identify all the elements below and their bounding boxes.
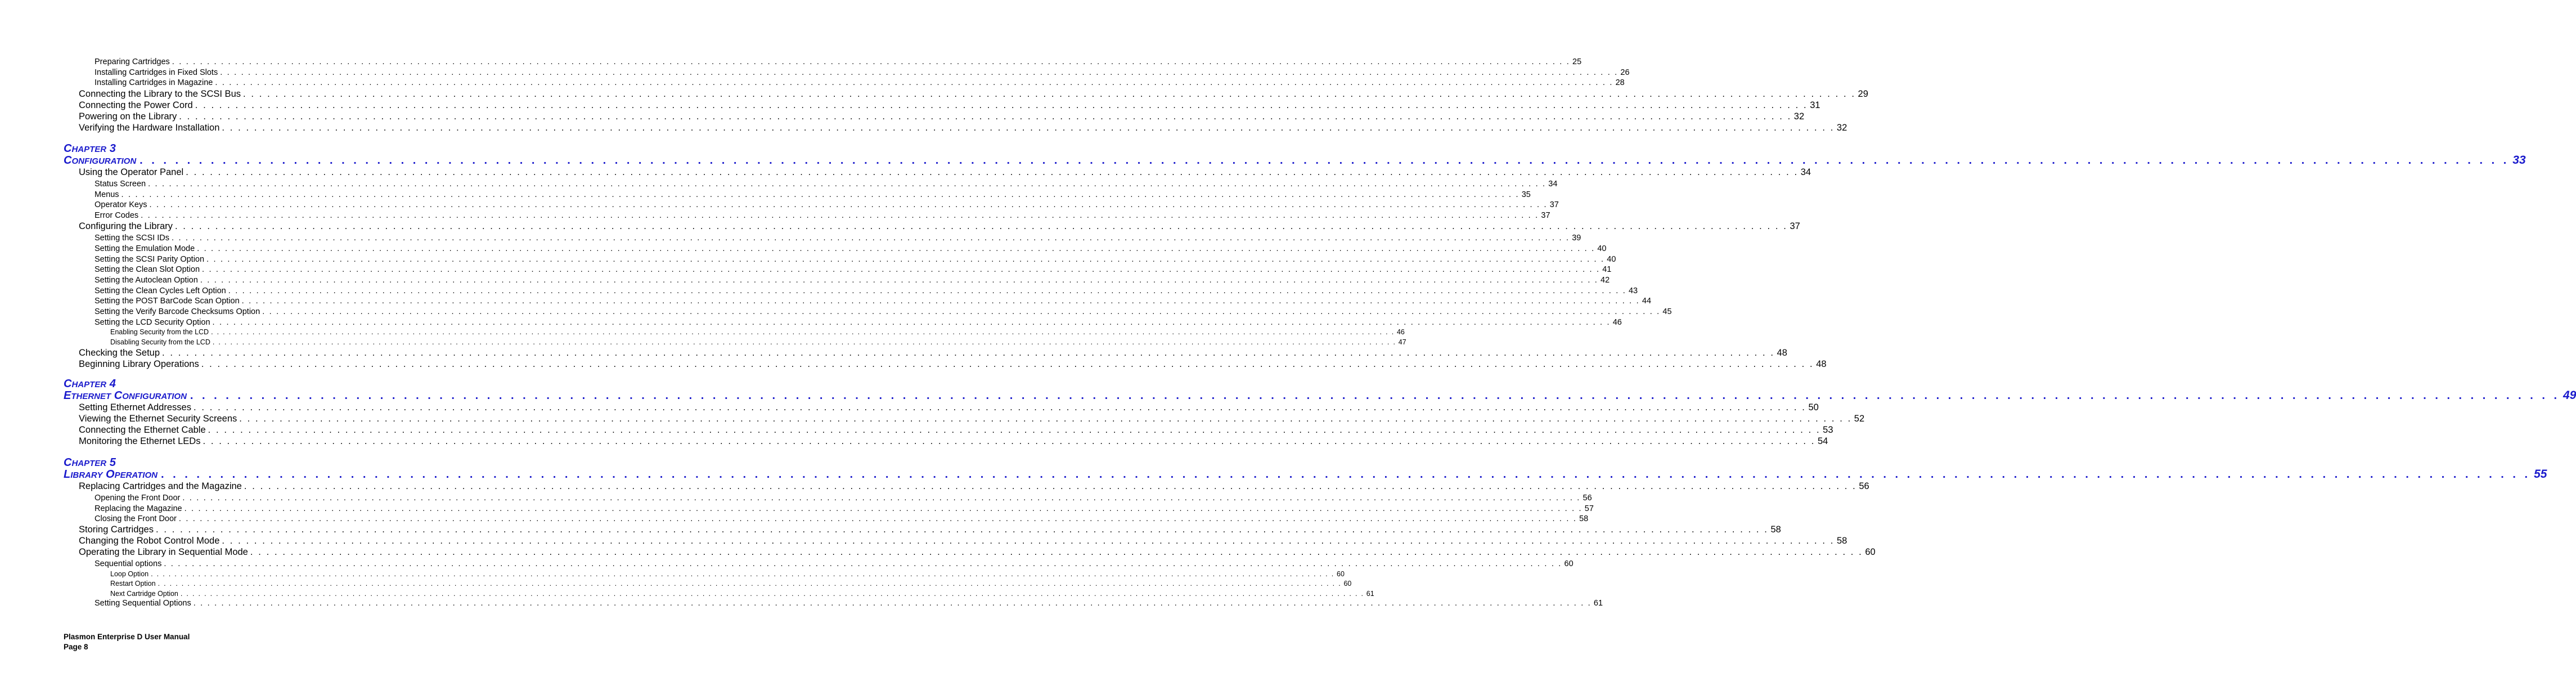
toc-entry-page: 43 [1628,286,1638,295]
toc-entry[interactable] [95,494,1592,503]
toc-entry-page: 60 [1865,547,1876,558]
chapter-title-rest: PERATION [114,470,158,480]
toc-entry-title: Operating the Library in Sequential Mode [79,547,248,558]
toc-entry[interactable] [79,358,1827,370]
toc-entry-page: 28 [1615,78,1625,88]
dot-leader: . . . . . . . . . . . . . . . . . . . . . . . . . . . . . . . . . . . . . . . . . . . . . . . . . . . . . . . . . . . . . . . . . . . . . . . . . . . . . . . . . . . . . . . . . . . . . . . . . . . . . . . . . . . . . . . . . . . . . . . . . . . . . . . . . . . . . . . . . . . . . . . . . . . . . . . . . . . . . . . . . . . . . . . . . . . . . . . . . . . . . . . . . . . . . . . . . . . . . . . . [180,589,1364,598]
toc-entry-page: 46 [1396,328,1405,337]
toc-entry-title: Next Cartridge Option [110,589,178,598]
toc-entry-page: 35 [1521,190,1531,199]
dot-leader: . . . . . . . . . . . . . . . . . . . . . . . . . . . . . . . . . . . . . . . . . . . . . . . . . . . . . . . . . . . . . . . . . . . . . . . . . . . . . . . . . . . . . . . . . . . . . . . . . . . . . . . . . . . . . . . . . . . . . . . . . . . . . . . . . . . . . . . . . . . . . . . . . . . . . . . . . . . . . . . . . . . . . . . . . . . . . . . . . . . . . . . . . . . . . . . . . . . . . . . . [243,89,1856,100]
dot-leader: . . . . . . . . . . . . . . . . . . . . . . . . . . . . . . . . . . . . . . . . . . . . . . . . . . . . . . . . . . . . . . . . . . . . . . . . . . . . . . . . . . . . . . . . . . . . . . . . . . . . . . . . . . . . . . . . . . . . . . . . . . . . . . . . . . . . . . . . . . . . . . . . . . . . . . . . . . . . . . . . . . . . . . . . . . . . . . . . . . . . . . . . . . . . . . . . . . . . . . . . [208,425,1821,435]
dot-leader: . . . . . . . . . . . . . . . . . . . . . . . . . . . . . . . . . . . . . . . . . . . . . . . . . . . . . . . . . . . . . . . . . . . . . . . . . . . . . . . . . . . . . . . . . . . . . . . . . . . . . . . . . . . . . . . . . . . . . . . . . . . . . . . . . . . . . . . . . . . . . . . . . . . . . . . . . . . . . . . . . . . . . . . . . . . . . . . . . . . . . . . . . . . . . . . . . . . . . . . . [215,78,1613,88]
footer-page-number: Page 8 [64,643,88,651]
dot-leader: . . . . . . . . . . . . . . . . . . . . . . . . . . . . . . . . . . . . . . . . . . . . . . . . . . . . . . . . . . . . . . . . . . . . . . . . . . . . . . . . . . . . . . . . . . . . . . . . . . . . . . . . . . . . . . . . . . . . . . . . . . . . . . . . . . . . . . . . . . . . . . . . . . . . . . . . . . . . . . . . . . . . . . . . . . . . . . . . . . . . . . . . . . . . . . . . . . . . . . . . [193,402,1806,412]
toc-entry[interactable] [95,307,1672,316]
chapter-page: 55 [2534,468,2547,481]
dot-leader: . . . . . . . . . . . . . . . . . . . . . . . . . . . . . . . . . . . . . . . . . . . . . . . . . . . . . . . . . . . . . . . . . . . . . . . . . . . . . . . . . . . . . . . . . . . . . . . . . . . . . . . . . . . . . . . . . . . . . . . . . . . . . . . . . . . . . . . . . . . . . . . . . . . . . . . . . . . . . . . . . . . . . . . . . . . . . . . . . . . . . . . . . . . . . . . . . . . . . . . . [164,559,1562,569]
toc-entry-page: 60 [1343,580,1352,588]
toc-entry[interactable] [79,123,1847,133]
toc-entry-page: 44 [1642,297,1652,306]
dot-leader: . . . . . . . . . . . . . . . . . . . . . . . . . . . . . . . . . . . . . . . . . . . . . . . . . . . . . . . . . . . . . . . . . . . . . . . . . . . . . . . . . . . . . . . . . . . . . . . . . . . . . . . . . . . . . . . . . . . . . . . . . . . . . . . . . . . . . . . . . . . . . . . . . . . . . . . . . . . . . . . . . . . . . . . . . . . . . . . . . . . . . . . . . . . . . . . . . . . . . . . . [228,286,1626,295]
dot-leader: . . . . . . . . . . . . . . . . . . . . . . . . . . . . . . . . . . . . . . . . . . . . . . . . . . . . . . . . . . . . . . . . . . . . . . . . . . . . . . . . . . . . . . . . . . . . . . . . . . . . . . . . . . . . . . . . . . . . . . . . . . . . . . . . . . . . . . . . . . . . . . . . . . . . . . . . . . . . . . . . . . . . . . . . . . . . . . . . . . . . . . . . . . . . . . . . . . . . . . . . [250,547,1863,558]
toc-entry-page: 42 [1601,275,1610,285]
dot-leader: . . . . . . . . . . . . . . . . . . . . . . . . . . . . . . . . . . . . . . . . . . . . . . . . . . . . . . . . . . . . . . . . . . . . . . . . . . . . . . . . . . . . . . . . . . . . . . . . . . . . . . . . . . . . . . . . . . . . . . . . . . . . . . . . . . . . . . . . . . . . . . . . . . . . . . . . . . . . . . . . . . . . . . . . . . . . . . . . . . . . . . . . . . . . . . . . . . . . . . . . [212,317,1611,327]
toc-entry-page: 40 [1607,254,1616,264]
chapter-title-rest: THERNET [71,392,111,401]
dot-leader: . . . . . . . . . . . . . . . . . . . . . . . . . . . . . . . . . . . . . . . . . . . . . . . . . . . . . . . . . . . . . . . . . . . . . . . . . . . . . . . . . . . . . . . . . . . . . . . . . . . . . . . . . . . . . . . . . . . . . . . . . . . . . . . . . . . . . . . . . . . . . . . . . . . . . . . . . . . . . . . . . . . . . . . . . . . . . . . . . . . . . . . . . . . . . . . . . . . . . . . . [222,123,1835,133]
toc-entry-page: 48 [1777,347,1787,358]
toc-entry-page: 34 [1800,167,1811,177]
toc-entry-page: 45 [1662,307,1672,316]
chapter-title-rest: IBRARY [70,470,103,480]
toc-entry-title: Replacing the Magazine [95,504,182,513]
toc-entry[interactable] [95,200,1559,210]
toc-entry-page: 31 [1810,100,1820,111]
dot-leader: . . . . . . . . . . . . . . . . . . . . . . . . . . . . . . . . . . . . . . . . . . . . . . . . . . . . . . . . . . . . . . . . . . . . . . . . . . . . . . . . . . . . . . . . . . . . . . . . . . . . . . . . . . . . . . . . . . . . . . . . . . . . . . . . . . . . . . . . . . . . . . . . . . . . . . . . . . . . . . . . . . . . . . . . . . . . . . . . . . . . . . . . . . . . . . . . . . . . . . . . [195,100,1808,111]
toc-entry-title: Restart Option [110,580,156,588]
toc-entry-title: Setting the Autoclean Option [95,275,198,285]
toc-entry-page: 46 [1612,317,1622,327]
toc-entry-page: 37 [1790,221,1800,232]
dot-leader: . . . . . . . . . . . . . . . . . . . . . . . . . . . . . . . . . . . . . . . . . . . . . . . . . . . . . . . . . . . . . . . . . . . . . . . . . . . . . . . . . . . . . . . . . . . . . . . . . . . . . . . . . . . . . . . . . . . . . . . . . . . . . . . . . . . . . . . . . . . . . . . . . . . . . . . . . . . . . . . . . . . . . . . . . . . . . . . . . . . . . . . . . . . . . . . . . . . . . . . . [212,338,1396,346]
toc-entry-page: 60 [1564,559,1574,569]
toc-entry-title: Checking the Setup [79,347,160,358]
dot-leader: . . . . . . . . . . . . . . . . . . . . . . . . . . . . . . . . . . . . . . . . . . . . . . . . . . . . . . . . . . . . . . . . . . . . . . . . . . . . . . . . . . . . . . . . . . . . . . . . . . . . . . . . . . . . . . . . . . . . . . . . . . . . . . . . . . . . . . . . . . . . . . . . . . . . . . . . . . . . . . . . . . . . . . . . . . . . . . . . . . . . . . . . . . . . . . . . . . . . . . . . [220,68,1619,77]
chapter-label-rest: HAPTER [71,380,107,389]
dot-leader: . . . . . . . . . . . . . . . . . . . . . . . . . . . . . . . . . . . . . . . . . . . . . . . . . . . . . . . . . . . . . . . . . . . . . . . . . . . . . . . . . . . . . . . . . . . . . . . . . . . . . . . . . . . . . . . . . . . . . . . . . . . . . . . . . . . . . . . . . . . . . . . . . . . . . . . . . . . . . . . . . . . . . . . . . . . . . . . . . . . . . . . . . . . . . . . . . . . . . . . . [174,221,1788,232]
toc-entry-page: 25 [1572,57,1582,66]
dot-leader: . . . . . . . . . . . . . . . . . . . . . . . . . . . . . . . . . . . . . . . . . . . . . . . . . . . . . . . . . . . . . . . . . . . . . . . . . . . . . . . . . . . . . . . . . . . . . . . . . . . . . . . . . . . . . . . . . . . . . . . . . . . . . . . . . . . . . . . . . . . . . . . . . . . . . . . . . . . . . . . . . . . . . . . . . . . . . . . . . . . . . . . . . . . . . . . . . . . . . . . . [201,358,1814,369]
toc-entry[interactable] [95,234,1581,243]
toc-entry-page: 34 [1548,180,1558,189]
dot-leader: . . . . . . . . . . . . . . . . . . . . . . . . . . . . . . . . . . . . . . . . . . . . . . . . . . . . . . . . . . . . . . . . . . . . . . . . . . . . . . . . . . . . . . . . . . . . . . . . . . . . . . . . . . . . . . . . . . . . . . . . . . . . . . . . . . . . . . . . . . . . . . . . . . . . . . . . . . . . . . . . . . . . . . . . . . . . . . . . . . . . . . . . . . . . . . . . . . . . . . . . [262,307,1661,316]
toc-entry-title: Viewing the Ethernet Security Screens [79,414,237,424]
toc-entry[interactable] [95,244,1607,253]
toc-entry-title: Setting the Verify Barcode Checksums Option [95,307,260,316]
toc-entry[interactable] [79,425,1833,436]
chapter-title-rest: ONFIGURATION [71,156,137,166]
toc-entry-title: Closing the Front Door [95,514,177,524]
toc-entry-page: 58 [1579,514,1589,524]
chapter-label-initial: C [64,456,72,469]
toc-entry[interactable] [95,57,1582,66]
dot-leader: . . . . . . . . . . . . . . . . . . . . . . . . . . . . . . . . . . . . . . . . . . . . . . . . . . . . . . . . . . . . . . . . . . . . . . . . . . . . . . . . . . . . . . . . . . . . . . . . . . . . . . . . . . . . . . . . . . . . . . . . . . . . . . . . . . . . . . . . . . . . . . . . . . . . . . . . . . . . . . . . . . . . . . . . . . . . . . . . . . . . . . . . . . . . . . . . . . . . . . . . [178,514,1577,524]
chapter-title-row[interactable] [64,468,2547,481]
toc-entry-title: Connecting the Ethernet Cable [79,425,206,435]
toc-entry-title: Configuring the Library [79,221,173,232]
chapter-number: 3 [109,142,116,155]
dot-leader: . . . . . . . . . . . . . . . . . . . . . . . . . . . . . . . . . . . . . . . . . . . . . . . . . . . . . . . . . . . . . . . . . . . . . . . . . . . . . . . . . . . . . . . . . . . . . . . . . . . . . . . . . . . . . . . . . . . . . . . . . . . . . . . . . . . . . . . . . . . . . . . . . . . . . . . . . . . . . . . . . . . . . . . . . . . . . . . . . . . . . . . . . . . . . . . . . . . . . . . . [141,211,1539,221]
toc-entry[interactable] [110,580,1352,588]
dot-leader: . . . . . . . . . . . . . . . . . . . . . . . . . . . . . . . . . . . . . . . . . . . . . . . . . . . . . . . . . . . . . . . . . . . . . . . . . . . . . . . . . . . . . . . . . . . . . . . . . . . . . . . . . . . . . . . . . . . . . . . . . . . . . . . . . . . . . . . . . . . . . . . . . . . . . . . . . . . . . . . . . . . . . . . . . . . . . . . . . . . . . . . . . . . . . . . . . . . . . . . . [149,200,1548,210]
dot-leader: . . . . . . . . . . . . . . . . . . . . . . . . . . . . . . . . . . . . . . . . . . . . . . . . . . . . . . . . . . . . . . . . . . . . . . . . . . . . . . . . . . . . . . . . . . . . . . . . . . . . . . . . . . . . . . . . . . . . . . . . . . . . . . . . . . . . . . . . . . . . . . . . . . . . . . . . . . . . . . . . . . . . . . . . . . . . . . . . . . . . . . . . . . . . . . . . . . . . . . . . [155,524,1769,535]
dot-leader: . . . . . . . . . . . . . . . . . . . . . . . . . . . . . . . . . . . . . . . . . . . . . . . . . . . . . . . . . . . . . . . . . . . . . . . . . . . . . . . . . . . . . . . . . . . . . . . . . . . . . . . . . . . . . . . . . . . . . . . . . . . . . . . . . . . . . . . . . . . . . . . . . . . . . . . . . . . . . . . . . . . . . . . . . . . . . . . . . . . . . . . . . . . . . . . . . . . . . . . . [222,536,1835,546]
chapter-title-initial: O [106,468,115,481]
toc-entry-title: Opening the Front Door [95,494,181,503]
toc-entry-title: Setting Sequential Options [95,599,191,608]
dot-leader: . . . . . . . . . . . . . . . . . . . . . . . . . . . . . . . . . . . . . . . . . . . . . . . . . . . . . . . . . . . . . . . . . . . . . . . . . . . . . . . . . . . . . . . . . . . . . . . . . . . . . . . . . . . . . . . . . . . . . . . . . . . . . . . . . . . . . . . . . . . . . . . . . . . . . . . . . . . . . . . . . . . . . . . . . . . . . . . . . . . . . . . . . . . . . . . . . . . . . . . . [158,580,1342,588]
toc-entry[interactable] [110,328,1405,337]
dot-leader: . . . . . . . . . . . . . . . . . . . . . . . . . . . . . . . . . . . . . . . . . . . . . . . . . . . . . . . . . . . . . . . . . . . . . . . . . . . . . . . . . . . . . . . . . . . . . . . . . . . . . . . . . . . . . . . . . . . . . . . . . . . . . . . . . . . . . . . . . . . . . . . . . . . . . . . . . . . . . . . . . . . . . . . . . . . . . . . . . . . . . . . . . . . . . . . . . . . . . . . . [202,265,1601,275]
toc-entry[interactable] [95,254,1616,264]
toc-entry[interactable] [110,570,1345,578]
toc-entry-title: Using the Operator Panel [79,167,184,177]
toc-entry[interactable] [95,68,1630,77]
toc-entry-page: 58 [1770,524,1781,535]
dot-leader: . . . . . . . . . . . . . . . . . . . . . . . . . . . . . . . . . . . . . . . . . . . . . . . . . . . . . . . . . . . . . . . . . . . . . . . . . . . . . . . . . . . . . . . . . . . . . . . . . . . . . . . . . . . . . . . . . . . . . . . . . . . . . . . . . . . . . . . . . . . . . . . . . . . . . . . . . . . . . . . . . . . . . . . . . . . . . . . . . . . . . . . . . . . . . . . . . . . . . . . . [182,494,1581,503]
chapter-title-initial: C [114,389,123,402]
chapter-number: 5 [109,456,116,469]
chapter-label-initial: C [64,142,72,155]
toc-entry[interactable] [95,286,1638,295]
toc-entry-title: Setting the POST BarCode Scan Option [95,297,240,306]
toc-entry-title: Installing Cartridges in Magazine [95,78,213,88]
toc-entry[interactable] [79,221,1800,232]
dot-leader: . . . . . . . . . . . . . . . . . . . . . . . . . . . . . . . . . . . . . . . . . . . . . . . . . . . . . . . . . . . . . . . . . . . . . . . . . . . . . . . . . . . . . . . . . . . . . . . . . . . . . . . . . . . . . . . . . . . . . . . . . . . . . . . . . . . . . . . . . . . . . . . . . . . . . . . . . . . . . . . . . . . . . . . . . . . . . . . . . . . . . . . . . . . . . . . . . . . . . . . . [244,481,1857,491]
toc-entry[interactable] [95,504,1594,513]
chapter-label-rest: HAPTER [71,145,107,154]
dot-leader: . . . . . . . . . . . . . . . . . . . . . . . . . . . . . . . . . . . . . . . . . . . . . . . . . . . . . . . . . . . . . . . . . . . . . . . . . . . . . . . . . . . . . . . . . . . . . . . . . . . . . . . . . . . . . . . . . . . . . . . . . . . . . . . . . . . . . . . . . . . . . . . . . . . . . . . . . . . . . . . . . . . . . . . . . . . . . . . . . . . . . . . . . . . . . . . . . . . . . . . . [172,57,1570,66]
toc-entry[interactable] [79,436,1828,447]
dot-leader: . . . . . . . . . . . . . . . . . . . . . . . . . . . . . . . . . . . . . . . . . . . . . . . . . . . . . . . . . . . . . . . . . . . . . . . . . . . . . . . . . . . . . . . . . . . . . . . . . . . . . . . . . . . . . . . . . . . . . . . . . . . . . . . . . . . . . . . . . . . . . . . . . . . . . . . . . . . . . . . . . . . . . . . . . . . . . . . . . . . . . . . . . . . . . . . . . . . . . . . . [186,167,1799,177]
toc-entry-title: Changing the Robot Control Mode [79,536,220,546]
toc-entry-page: 40 [1597,244,1607,253]
toc-entry-page: 60 [1337,570,1345,578]
toc-entry[interactable] [95,559,1574,569]
toc-entry-title: Setting the LCD Security Option [95,317,210,327]
toc-entry-title: Replacing Cartridges and the Magazine [79,481,242,491]
toc-entry-title: Setting the Clean Cycles Left Option [95,286,226,295]
dot-leader: . . . . . . . . . . . . . . . . . . . . . . . . . . . . . . . . . . . . . . . . . . . . . . . . . . . . . . . . . . . . . . . . . . . . . . . . . . . . . . . . . . . . . . . . . . . . . . . . . . . . . . . . . . . . . . . . . . . . . . . . . . . . . . . . . . . . . . . . . . . . . . . . . . . . . . . . . . . . . . . . . . . . . . . . . . . . . . . . . . . . . . . . . . . . . . . . . . . . . . . . [184,504,1583,513]
toc-entry-page: 29 [1858,89,1868,100]
toc-entry-title: Disabling Security from the LCD [110,338,210,346]
dot-leader: . . . . . . . . . . . . . . . . . . . . . . . . . . . . . . . . . . . . . . . . . . . . . . . . . . . . . . . . . . . . . . . . . . . . . . . . . . . . . . . . . . . . . . . . . . . . . . . . . . . . . . . . . . . . . . . . . . . . . . . . . . . . . . . . . . . . . . . . . . . . . . . . . . . . . . . . . . . . . . . . . . . . . . . . . . . . . . . . . . . . . . . . . . . . . . . . . . . . . . . . [179,111,1792,122]
toc-entry-page: 56 [1859,481,1869,491]
chapter-page: 33 [2512,154,2526,167]
chapter-title-rest: ONFIGURATION [122,392,187,401]
toc-entry-page: 48 [1816,358,1827,369]
toc-entry[interactable] [79,524,1781,535]
toc-entry[interactable] [95,599,1603,608]
toc-entry-page: 39 [1572,234,1581,243]
toc-entry[interactable] [79,536,1847,546]
toc-entry[interactable] [79,167,1811,178]
toc-entry[interactable] [79,481,1869,492]
toc-entry-title: Setting the Emulation Mode [95,244,195,253]
toc-entry[interactable] [95,211,1550,221]
toc-entry-page: 41 [1602,265,1612,275]
toc-entry-page: 61 [1366,589,1374,598]
toc-entry[interactable] [79,547,1876,558]
dot-leader: . . . . . . . . . . . . . . . . . . . . . . . . . . . . . . . . . . . . . . . . . . . . . . . . . . . . . . . . . . . . . . . . . . . . . . . . . . . . . . . . . . . . . . . . . . . . . . . . . . . . . . . . . . . . . . . . . . . . . . . . . . . . . . . . . . . . . . . . . . . . . . . . . . . . . . . . . . . . . . . . . . . . . . . . . . . . . . . . . . . . . . . . . . . . . . . . . . . . . . . . [190,389,2560,402]
toc-entry-page: 52 [1854,414,1865,424]
toc-entry-title: Preparing Cartridges [95,57,170,66]
toc-entry-title: Connecting the Power Cord [79,100,193,111]
chapter-title-initial: E [64,389,71,402]
footer-manual-title: Plasmon Enterprise D User Manual [64,633,190,641]
toc-entry-title: Setting Ethernet Addresses [79,402,191,412]
dot-leader: . . . . . . . . . . . . . . . . . . . . . . . . . . . . . . . . . . . . . . . . . . . . . . . . . . . . . . . . . . . . . . . . . . . . . . . . . . . . . . . . . . . . . . . . . . . . . . . . . . . . . . . . . . . . . . . . . . . . . . . . . . . . . . . . . . . . . . . . . . . . . . . . . . . . . . . . . . . . . . . . . . . . . . . . . . . . . . . . . . . . . . . . . . . . . . . . . . . . . . . . [151,570,1334,578]
toc-entry-page: 37 [1549,200,1559,210]
toc-entry-title: Loop Option [110,570,149,578]
toc-entry[interactable] [79,111,1805,122]
toc-entry-title: Connecting the Library to the SCSI Bus [79,89,241,100]
chapter-label-rest: HAPTER [71,459,107,468]
toc-entry-page: 58 [1836,536,1847,546]
dot-leader: . . . . . . . . . . . . . . . . . . . . . . . . . . . . . . . . . . . . . . . . . . . . . . . . . . . . . . . . . . . . . . . . . . . . . . . . . . . . . . . . . . . . . . . . . . . . . . . . . . . . . . . . . . . . . . . . . . . . . . . . . . . . . . . . . . . . . . . . . . . . . . . . . . . . . . . . . . . . . . . . . . . . . . . . . . . . . . . . . . . . . . . . . . . . . . . . . . . . . . . . [160,468,2531,481]
dot-leader: . . . . . . . . . . . . . . . . . . . . . . . . . . . . . . . . . . . . . . . . . . . . . . . . . . . . . . . . . . . . . . . . . . . . . . . . . . . . . . . . . . . . . . . . . . . . . . . . . . . . . . . . . . . . . . . . . . . . . . . . . . . . . . . . . . . . . . . . . . . . . . . . . . . . . . . . . . . . . . . . . . . . . . . . . . . . . . . . . . . . . . . . . . . . . . . . . . . . . . . . [239,414,1852,424]
dot-leader: . . . . . . . . . . . . . . . . . . . . . . . . . . . . . . . . . . . . . . . . . . . . . . . . . . . . . . . . . . . . . . . . . . . . . . . . . . . . . . . . . . . . . . . . . . . . . . . . . . . . . . . . . . . . . . . . . . . . . . . . . . . . . . . . . . . . . . . . . . . . . . . . . . . . . . . . . . . . . . . . . . . . . . . . . . . . . . . . . . . . . . . . . . . . . . . . . . . . . . . . [206,254,1605,264]
toc-entry[interactable] [79,402,1819,413]
toc-entry[interactable] [95,297,1652,306]
chapter-page: 49 [2563,389,2576,402]
dot-leader: . . . . . . . . . . . . . . . . . . . . . . . . . . . . . . . . . . . . . . . . . . . . . . . . . . . . . . . . . . . . . . . . . . . . . . . . . . . . . . . . . . . . . . . . . . . . . . . . . . . . . . . . . . . . . . . . . . . . . . . . . . . . . . . . . . . . . . . . . . . . . . . . . . . . . . . . . . . . . . . . . . . . . . . . . . . . . . . . . . . . . . . . . . . . . . . . . . . . . . . . [162,347,1775,358]
toc-entry[interactable] [79,89,1868,100]
toc-entry-page: 37 [1541,211,1550,221]
dot-leader: . . . . . . . . . . . . . . . . . . . . . . . . . . . . . . . . . . . . . . . . . . . . . . . . . . . . . . . . . . . . . . . . . . . . . . . . . . . . . . . . . . . . . . . . . . . . . . . . . . . . . . . . . . . . . . . . . . . . . . . . . . . . . . . . . . . . . . . . . . . . . . . . . . . . . . . . . . . . . . . . . . . . . . . . . . . . . . . . . . . . . . . . . . . . . . . . . . . . . . . . [211,328,1395,337]
toc-entry[interactable] [95,275,1610,285]
toc-entry[interactable] [95,180,1558,189]
dot-leader: . . . . . . . . . . . . . . . . . . . . . . . . . . . . . . . . . . . . . . . . . . . . . . . . . . . . . . . . . . . . . . . . . . . . . . . . . . . . . . . . . . . . . . . . . . . . . . . . . . . . . . . . . . . . . . . . . . . . . . . . . . . . . . . . . . . . . . . . . . . . . . . . . . . . . . . . . . . . . . . . . . . . . . . . . . . . . . . . . . . . . . . . . . . . . . . . . . . . . . . . [193,599,1592,608]
dot-leader: . . . . . . . . . . . . . . . . . . . . . . . . . . . . . . . . . . . . . . . . . . . . . . . . . . . . . . . . . . . . . . . . . . . . . . . . . . . . . . . . . . . . . . . . . . . . . . . . . . . . . . . . . . . . . . . . . . . . . . . . . . . . . . . . . . . . . . . . . . . . . . . . . . . . . . . . . . . . . . . . . . . . . . . . . . . . . . . . . . . . . . . . . . . . . . . . . . . . . . . . [171,234,1570,243]
toc-entry[interactable] [95,514,1589,524]
toc-entry-title: Enabling Security from the LCD [110,328,209,337]
toc-entry[interactable] [79,414,1865,424]
toc-entry[interactable] [95,265,1612,275]
chapter-title [64,468,158,481]
toc-entry-title: Setting the SCSI Parity Option [95,254,205,264]
toc-entry-page: 26 [1620,68,1630,77]
toc-entry-page: 57 [1584,504,1594,513]
dot-leader: . . . . . . . . . . . . . . . . . . . . . . . . . . . . . . . . . . . . . . . . . . . . . . . . . . . . . . . . . . . . . . . . . . . . . . . . . . . . . . . . . . . . . . . . . . . . . . . . . . . . . . . . . . . . . . . . . . . . . . . . . . . . . . . . . . . . . . . . . . . . . . . . . . . . . . . . . . . . . . . . . . . . . . . . . . . . . . . . . . . . . . . . . . . . . . . . . . . . . . . . [200,275,1599,285]
dot-leader: . . . . . . . . . . . . . . . . . . . . . . . . . . . . . . . . . . . . . . . . . . . . . . . . . . . . . . . . . . . . . . . . . . . . . . . . . . . . . . . . . . . . . . . . . . . . . . . . . . . . . . . . . . . . . . . . . . . . . . . . . . . . . . . . . . . . . . . . . . . . . . . . . . . . . . . . . . . . . . . . . . . . . . . . . . . . . . . . . . . . . . . . . . . . . . . . . . . . . . . . [121,190,1519,199]
chapter-number: 4 [109,378,116,390]
chapter-title [64,154,136,167]
toc-entry-title: Menus [95,190,119,199]
toc-entry-title: Setting the Clean Slot Option [95,265,200,275]
chapter-title-initial: L [64,468,71,481]
toc-entry-title: Monitoring the Ethernet LEDs [79,436,201,446]
toc-entry-page: 54 [1817,436,1828,446]
toc-entry-page: 53 [1823,425,1833,435]
toc-entry-page: 32 [1793,111,1805,122]
chapter-title [64,389,187,402]
toc-entry-page: 56 [1583,494,1592,503]
toc-entry-title: Installing Cartridges in Fixed Slots [95,68,218,77]
toc-entry-title: Verifying the Hardware Installation [79,123,220,133]
toc-entry-title: Powering on the Library [79,111,177,122]
toc-entry-title: Status Screen [95,180,146,189]
chapter-title-row[interactable] [64,389,2576,402]
toc-entry[interactable] [110,589,1374,598]
toc-entry-title: Storing Cartridges [79,524,154,535]
chapter-title-initial: C [64,154,72,167]
toc-entry[interactable] [79,100,1820,111]
toc-entry-title: Sequential options [95,559,162,569]
chapter-label-initial: C [64,378,72,390]
toc-entry-title: Setting the SCSI IDs [95,234,169,243]
toc-entry[interactable] [95,317,1622,327]
toc-entry-page: 61 [1593,599,1603,608]
toc-entry-page: 32 [1836,123,1847,133]
toc-entry-page: 47 [1398,338,1406,346]
toc-entry[interactable] [110,338,1406,346]
dot-leader: . . . . . . . . . . . . . . . . . . . . . . . . . . . . . . . . . . . . . . . . . . . . . . . . . . . . . . . . . . . . . . . . . . . . . . . . . . . . . . . . . . . . . . . . . . . . . . . . . . . . . . . . . . . . . . . . . . . . . . . . . . . . . . . . . . . . . . . . . . . . . . . . . . . . . . . . . . . . . . . . . . . . . . . . . . . . . . . . . . . . . . . . . . . . . . . . . . . . . . . . [148,180,1547,189]
toc-entry-title: Beginning Library Operations [79,358,199,369]
dot-leader: . . . . . . . . . . . . . . . . . . . . . . . . . . . . . . . . . . . . . . . . . . . . . . . . . . . . . . . . . . . . . . . . . . . . . . . . . . . . . . . . . . . . . . . . . . . . . . . . . . . . . . . . . . . . . . . . . . . . . . . . . . . . . . . . . . . . . . . . . . . . . . . . . . . . . . . . . . . . . . . . . . . . . . . . . . . . . . . . . . . . . . . . . . . . . . . . . . . . . . . . [140,154,2510,167]
toc-entry[interactable] [79,347,1787,358]
dot-leader: . . . . . . . . . . . . . . . . . . . . . . . . . . . . . . . . . . . . . . . . . . . . . . . . . . . . . . . . . . . . . . . . . . . . . . . . . . . . . . . . . . . . . . . . . . . . . . . . . . . . . . . . . . . . . . . . . . . . . . . . . . . . . . . . . . . . . . . . . . . . . . . . . . . . . . . . . . . . . . . . . . . . . . . . . . . . . . . . . . . . . . . . . . . . . . . . . . . . . . . . [197,244,1595,253]
toc-entry[interactable] [95,78,1625,88]
toc-entry-page: 50 [1808,402,1819,412]
toc-entry-title: Error Codes [95,211,139,221]
chapter-title-row[interactable] [64,154,2526,167]
toc-entry[interactable] [95,190,1531,199]
dot-leader: . . . . . . . . . . . . . . . . . . . . . . . . . . . . . . . . . . . . . . . . . . . . . . . . . . . . . . . . . . . . . . . . . . . . . . . . . . . . . . . . . . . . . . . . . . . . . . . . . . . . . . . . . . . . . . . . . . . . . . . . . . . . . . . . . . . . . . . . . . . . . . . . . . . . . . . . . . . . . . . . . . . . . . . . . . . . . . . . . . . . . . . . . . . . . . . . . . . . . . . . [203,436,1815,446]
toc-entry-title: Operator Keys [95,200,147,210]
dot-leader: . . . . . . . . . . . . . . . . . . . . . . . . . . . . . . . . . . . . . . . . . . . . . . . . . . . . . . . . . . . . . . . . . . . . . . . . . . . . . . . . . . . . . . . . . . . . . . . . . . . . . . . . . . . . . . . . . . . . . . . . . . . . . . . . . . . . . . . . . . . . . . . . . . . . . . . . . . . . . . . . . . . . . . . . . . . . . . . . . . . . . . . . . . . . . . . . . . . . . . . . [241,297,1640,306]
